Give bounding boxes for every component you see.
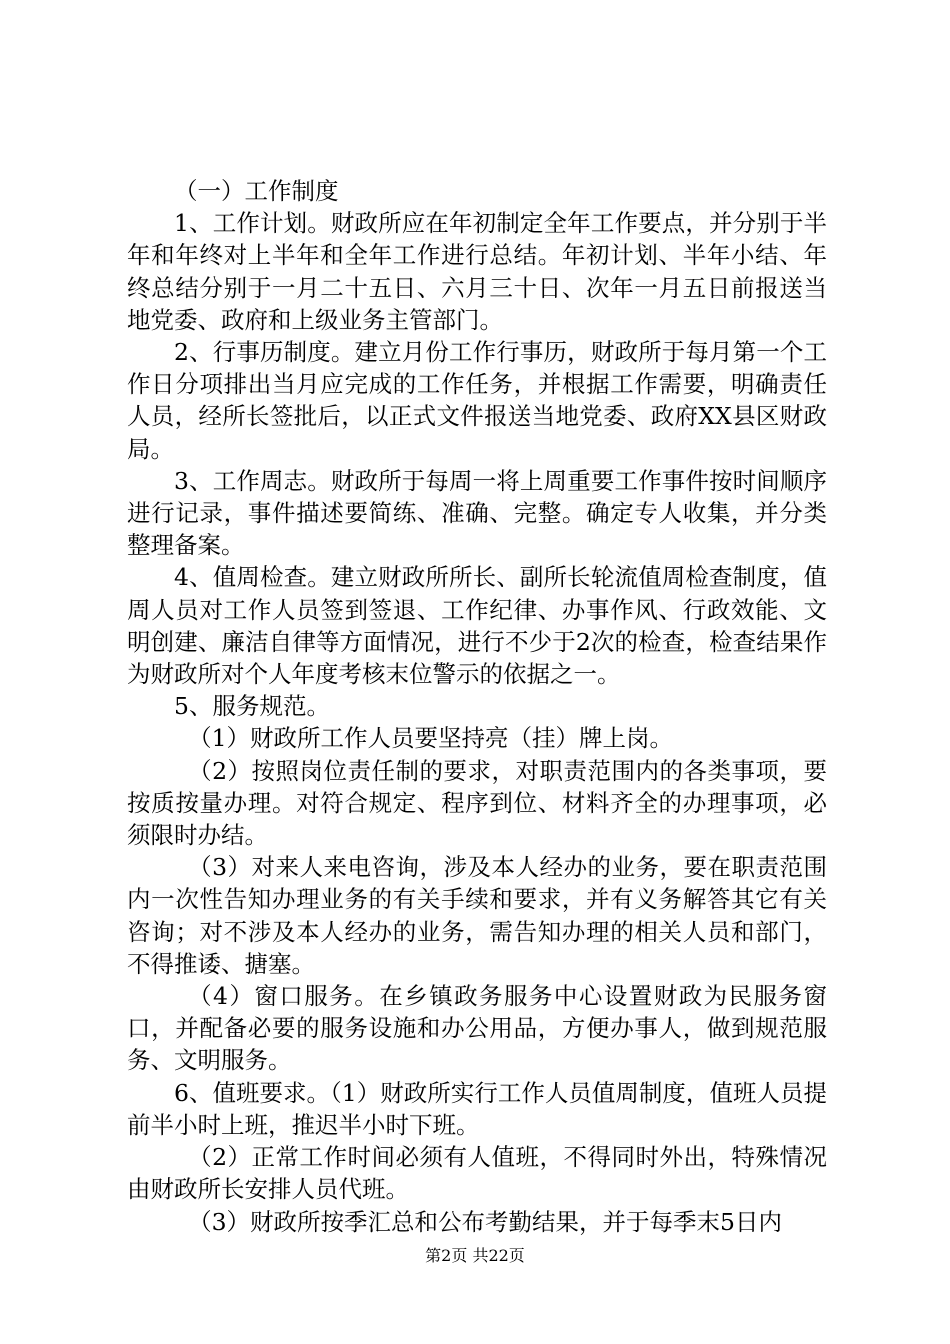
duty-item-3: （3）财政所按季汇总和公布考勤结果，并于每季末5日内 xyxy=(188,1207,782,1236)
service-item-4: （4）窗口服务。在乡镇政务服务中心设置财政为民服务窗口，并配备必要的服务设施和办公用品，方便办事人，做到规范服务、文明服务。 xyxy=(127,982,827,1075)
paragraph-calendar-system: 2、行事历制度。建立月份工作行事历，财政所于每月第一个工作日分项排出当月应完成的工作任务，并根据工作需要，明确责任人员，经所长签批后，以正式文件报送当地党委、政府XX县区财政局。 xyxy=(127,338,827,463)
paragraph-duty-requirements: 6、值班要求。（1）财政所实行工作人员值周制度，值班人员提前半小时上班，推迟半小时下班。 xyxy=(127,1078,827,1139)
duty-item-2: （2）正常工作时间必须有人值班，不得同时外出，特殊情况由财政所长安排人员代班。 xyxy=(127,1143,827,1204)
paragraph-weekly-log: 3、工作周志。财政所于每周一将上周重要工作事件按时间顺序进行记录，事件描述要简练、准确、完整。确定专人收集，并分类整理备案。 xyxy=(127,466,827,560)
service-item-2: （2）按照岗位责任制的要求，对职责范围内的各类事项，要按质按量办理。对符合规定、程序到位、材料齐全的办理事项，必须限时办结。 xyxy=(127,756,827,850)
document-body xyxy=(127,175,827,1238)
section-heading: （一）工作制度 xyxy=(174,177,339,205)
paragraph-service-standards: 5、服务规范。 xyxy=(174,692,330,721)
service-item-1: （1）财政所工作人员要坚持亮（挂）牌上岗。 xyxy=(188,724,674,753)
paragraph-duty-inspection: 4、值周检查。建立财政所所长、副所长轮流值周检查制度，值周人员对工作人员签到签退、工作纪律、办事作风、行政效能、文明创建、廉洁自律等方面情况，进行不少于2次的检查，检查结果作为财政所对个人年度考核末位警示的依据之一。 xyxy=(127,563,827,689)
paragraph-work-plan: 1、工作计划。财政所应在年初制定全年工作要点，并分别于半年和年终对上半年和全年工作进行总结。年初计划、半年小结、年终总结分别于一月二十五日、六月三十日、次年一月五日前报送当地党委、政府和上级业务主管部门。 xyxy=(127,209,827,334)
service-item-3: （3）对来人来电咨询，涉及本人经办的业务，要在职责范围内一次性告知办理业务的有关手续和要求，并有义务解答其它有关咨询；对不涉及本人经办的业务，需告知办理的相关人员和部门，不得推诿、搪塞。 xyxy=(127,853,827,978)
page-number-footer: 第2页 共22页 xyxy=(425,1246,525,1265)
